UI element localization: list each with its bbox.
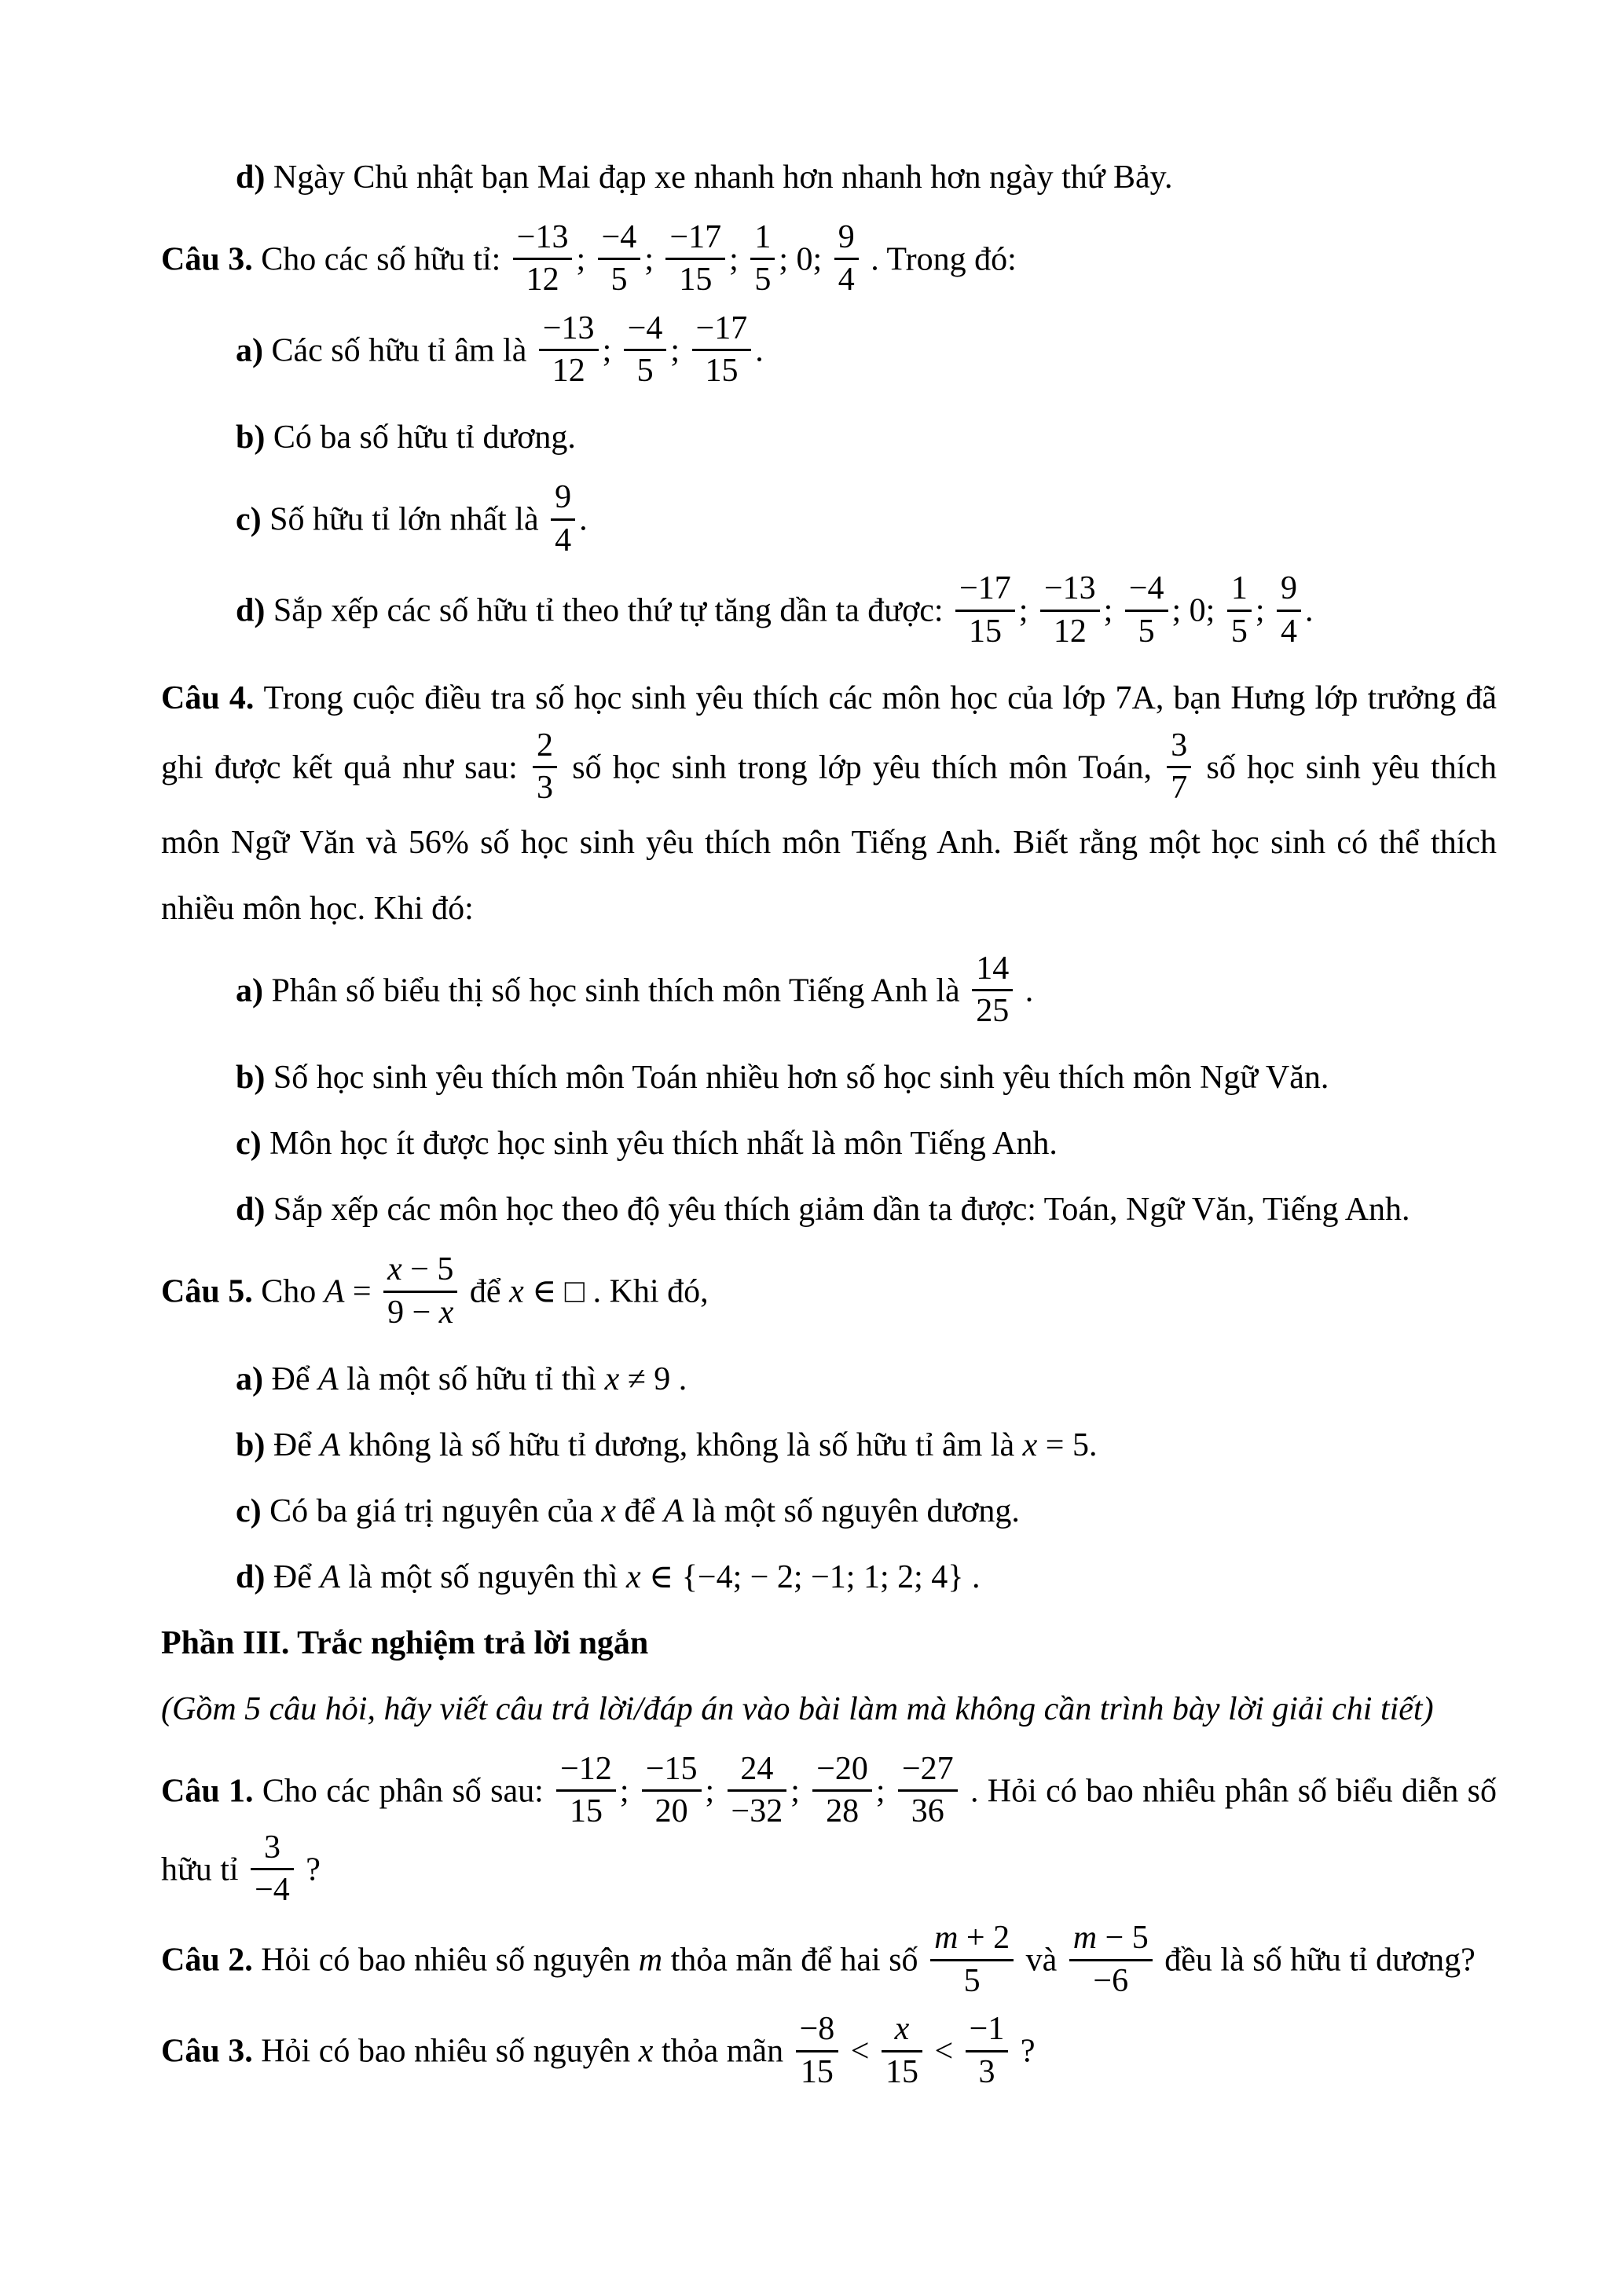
text-run: A [663,1493,684,1530]
text-run: x [601,1493,617,1530]
text-run: d) [236,1559,273,1596]
fraction [692,311,752,390]
fraction-numerator [955,571,1015,611]
fraction-denominator [556,1792,616,1829]
fraction-numerator [665,220,725,260]
text-run: −12 [560,1751,612,1788]
fraction-denominator [642,1792,702,1829]
text-run: m [1072,1920,1098,1957]
text-run: x [509,1273,524,1310]
fraction [551,480,575,558]
fraction-numerator [796,2012,839,2052]
text-run: A [320,1559,340,1596]
fraction [539,311,599,390]
text-run: b) [236,1427,273,1464]
text-run: a) [236,972,272,1009]
phan3-question-cau-3 [161,2011,1497,2093]
text-run: 15 [968,613,1002,650]
fraction-numerator [972,951,1013,991]
fraction [1040,571,1100,650]
text-run: −17 [669,219,722,255]
text-run: x [1022,1427,1038,1464]
text-run: ; [576,241,594,278]
text-run: ; 0; [1171,592,1223,629]
text-run: −20 [816,1751,868,1788]
text-run: 9 [1281,570,1298,607]
cau3-item-d [161,570,1497,653]
text-run: 9 [838,219,855,255]
fraction-denominator [882,2052,922,2090]
text-run: x [604,1361,620,1398]
text-run: 3 [537,770,554,807]
cau3-item-b [161,405,1497,471]
fraction [383,1252,457,1331]
text-run: (Gồm 5 câu hỏi, hãy viết câu trả lời/đáp án vào bài làm mà không cần trình bày lời giải chi tiết) [161,1691,1434,1728]
text-run: x [387,1251,402,1288]
fraction-denominator [796,2052,839,2090]
fraction-denominator [533,768,557,806]
fraction-denominator [665,260,725,298]
fraction-numerator [966,2012,1009,2052]
fraction-numerator [1167,728,1191,768]
text-run: Hỏi có bao nhiêu số nguyên [261,1942,639,1979]
fraction-denominator [955,612,1015,650]
text-run: ; [1018,592,1036,629]
text-run: 28 [826,1793,860,1830]
fraction [665,220,725,298]
text-run: = 5. [1037,1427,1098,1464]
fraction [796,2012,839,2090]
text-run: A [320,1427,340,1464]
text-run: Môn học ít được học sinh yêu thích nhất là môn Tiếng Anh. [269,1126,1058,1163]
fraction [930,1921,1014,1999]
text-run: − 5 [401,1251,454,1288]
fraction-denominator [812,1792,872,1829]
text-run: < [926,2033,962,2070]
fraction-numerator [383,1252,457,1292]
cau4-item-b [161,1045,1497,1111]
fraction-numerator [750,220,775,260]
text-run: 12 [526,262,559,298]
text-run: a) [236,1361,272,1398]
text-run: ; [1255,592,1274,629]
text-run: là một số hữu tỉ thì [338,1361,605,1398]
fraction-denominator [966,2052,1009,2090]
item-d-previous-question [161,145,1497,211]
fraction-denominator [1277,612,1301,650]
text-run: và [1017,1942,1065,1979]
text-run: ? [297,1851,321,1888]
text-run: 25 [976,992,1010,1029]
text-run: −1 [969,2011,1005,2048]
text-run: số học sinh yêu thích môn Ngữ Văn và 56% số học sinh yêu thích môn Tiếng Anh. Biết rằng một học sinh có thể thích nhiều môn học. Khi đó: [161,749,1498,927]
fraction-denominator [624,351,667,389]
text-run: −4 [255,1872,290,1909]
fraction-denominator [1040,612,1100,650]
fraction [972,951,1013,1030]
text-run: 5 [754,262,772,298]
text-run: ; [790,1773,809,1810]
text-run: b) [236,1060,273,1097]
text-run: 9 [555,479,572,516]
text-run: 1 [754,219,772,255]
text-run: −13 [1043,570,1096,607]
text-run: − 5 [1097,1920,1149,1957]
text-run: 20 [654,1793,688,1830]
fraction-denominator [834,260,859,298]
fraction-denominator [251,1870,294,1908]
fraction-numerator [728,1752,787,1792]
text-run: Để [271,1361,318,1398]
fraction [834,220,859,298]
fraction-denominator [1227,612,1252,650]
fraction-numerator [898,1752,958,1792]
text-run: + 2 [958,1920,1010,1957]
text-run: Có ba giá trị nguyên của [269,1493,602,1530]
fraction-denominator [1167,768,1191,806]
text-run: Câu 3. [161,2033,262,2070]
fraction-numerator [551,480,575,520]
fraction [251,1830,294,1909]
fraction-denominator [383,1293,457,1331]
text-run: c) [236,1126,270,1163]
text-run: d) [236,592,273,629]
text-run: 1 [1230,570,1248,607]
text-run: ; [729,241,747,278]
text-run: Cho các số hữu tỉ: [261,241,509,278]
text-run: 5 [1230,613,1248,650]
fraction-numerator [1125,571,1168,611]
text-run: 24 [740,1751,774,1788]
question-cau-5 [161,1251,1497,1334]
text-run: Phân số biểu thị số học sinh thích môn Tiếng Anh là [271,972,969,1009]
cau5-item-d [161,1544,1497,1610]
fraction-numerator [624,311,667,351]
text-run: a) [236,332,272,369]
text-run: thỏa mãn [653,2033,792,2070]
text-run: ; [705,1773,724,1810]
fraction-numerator [882,2012,922,2052]
text-run: 9 − [387,1294,439,1331]
text-run: 15 [800,2053,834,2090]
text-run: ; [670,332,688,369]
text-run: 7 [1171,770,1188,807]
text-run: . [579,501,588,538]
text-run: 12 [1053,613,1087,650]
fraction-numerator [692,311,752,351]
text-run: x [894,2011,910,2048]
text-run: Số hữu tỉ lớn nhất là [269,501,548,538]
fraction-numerator [251,1830,294,1870]
text-run: Số học sinh yêu thích môn Toán nhiều hơn số học sinh yêu thích môn Ngữ Văn. [273,1060,1329,1097]
text-run: A [324,1273,345,1310]
text-run: x [625,1559,641,1596]
text-run: −27 [901,1751,954,1788]
fraction [1069,1921,1153,1999]
text-run: d) [236,1192,273,1229]
text-run: Để [273,1427,321,1464]
text-run: −4 [627,309,663,346]
question-cau-4 [161,665,1497,942]
text-run: 15 [569,1793,603,1830]
text-run: ; [602,332,620,369]
fraction [533,728,557,807]
fraction-denominator [1125,612,1168,650]
text-run: 14 [976,950,1010,987]
fraction-denominator [750,260,775,298]
text-run: . [755,332,764,369]
fraction [728,1752,787,1830]
fraction [598,220,641,298]
question-cau-3 [161,219,1497,302]
text-run: −8 [799,2011,835,2048]
cau4-item-a [161,950,1497,1033]
text-run: 36 [911,1793,944,1830]
fraction [513,220,573,298]
fraction-numerator [642,1752,702,1792]
fraction-denominator [898,1792,958,1829]
text-run: b) [236,419,273,456]
cau5-item-a [161,1346,1497,1412]
cau3-item-a [161,309,1497,393]
text-run: 5 [963,1962,981,1999]
text-run: −17 [695,309,748,346]
text-run: ∈ □ . Khi đó, [523,1273,709,1310]
fraction-numerator [812,1752,872,1792]
cau4-item-d [161,1177,1497,1243]
cau5-item-b [161,1412,1497,1478]
text-run: 5 [636,353,654,390]
text-run: −17 [959,570,1011,607]
text-run: −13 [542,309,595,346]
text-run: Để [273,1559,321,1596]
text-run: . Trong đó: [862,241,1017,278]
text-run: 5 [610,262,628,298]
text-run: Câu 2. [161,1942,262,1979]
text-run: ? [1012,2033,1036,2070]
fraction [624,311,667,390]
fraction-denominator [551,521,575,558]
fraction [966,2012,1009,2090]
text-run: là một số nguyên thì [340,1559,626,1596]
text-run: −13 [516,219,569,255]
text-run: ; [619,1773,638,1810]
fraction-numerator [1069,1921,1153,1961]
phan3-question-cau-2 [161,1920,1497,2002]
text-run: Trong cuộc điều tra số học sinh yêu thích các môn học của lớp 7A, bạn Hưng lớp trưởng đã ghi được kết quả như sau: [161,679,1497,786]
text-run: . [1017,972,1034,1009]
section-note [161,1676,1497,1742]
text-run: Các số hữu tỉ âm là [271,332,535,369]
text-run: 4 [555,522,572,558]
text-run: Sắp xếp các số hữu tỉ theo thứ tự tăng dần ta được: [273,592,952,629]
fraction [1277,571,1301,650]
text-run: x [638,2033,654,2070]
fraction-numerator [1277,571,1301,611]
fraction [556,1752,616,1830]
fraction [750,220,775,298]
cau5-item-c [161,1478,1497,1544]
fraction-denominator [728,1792,787,1829]
text-run: Câu 3. [161,241,262,278]
text-run: d) [236,159,273,196]
text-run: 15 [705,353,739,390]
fraction-numerator [539,311,599,351]
fraction-denominator [692,351,752,389]
text-run: −4 [601,219,637,255]
text-run: Phần III. Trắc nghiệm trả lời ngắn [161,1625,649,1662]
fraction-numerator [598,220,641,260]
text-run: Cho các phân số sau: [262,1773,553,1810]
fraction-denominator [930,1961,1014,1999]
text-run: ; [1103,592,1121,629]
fraction-numerator [834,220,859,260]
fraction [812,1752,872,1830]
text-run: 15 [885,2053,918,2090]
section-heading-phan-3 [161,1610,1497,1676]
text-run: c) [236,501,270,538]
fraction-denominator [1069,1961,1153,1999]
fraction-numerator [930,1921,1014,1961]
text-run: Câu 4. [161,679,264,716]
fraction [642,1752,702,1830]
fraction [1125,571,1168,650]
fraction [955,571,1015,650]
text-run: A [317,1361,339,1398]
text-run: ; [875,1773,894,1810]
text-run: 2 [537,727,554,764]
text-run: Sắp xếp các môn học theo độ yêu thích giảm dần ta được: Toán, Ngữ Văn, Tiếng Anh. [273,1192,1410,1229]
fraction-numerator [513,220,573,260]
text-run: = [344,1273,380,1310]
fraction-numerator [1227,571,1252,611]
text-run: 4 [1281,613,1298,650]
text-run: −15 [645,1751,698,1788]
text-run: để [616,1493,664,1530]
text-run: ; 0; [779,241,830,278]
fraction-numerator [533,728,557,768]
text-run: 15 [679,262,713,298]
text-run: Ngày Chủ nhật bạn Mai đạp xe nhanh hơn nhanh hơn ngày thứ Bảy. [273,159,1173,196]
text-run: 4 [838,262,855,298]
fraction [898,1752,958,1830]
fraction [1167,728,1191,807]
fraction-numerator [1040,571,1100,611]
text-run: Câu 5. [161,1273,262,1310]
fraction-denominator [513,260,573,298]
text-run: để [461,1273,510,1310]
text-run: < [842,2033,878,2070]
text-run: là một số nguyên dương. [684,1493,1020,1530]
text-run: thỏa mãn để hai số [662,1942,927,1979]
text-run: Câu 1. [161,1773,262,1810]
text-run: m [638,1942,663,1979]
text-run: m [934,1920,959,1957]
text-run: Cho [261,1273,324,1310]
text-run: −6 [1093,1962,1129,1999]
text-run: không là số hữu tỉ dương, không là số hữu tỉ âm là [340,1427,1023,1464]
fraction [1227,571,1252,650]
text-run: ; [644,241,662,278]
text-run: 3 [1171,727,1188,764]
fraction-denominator [598,260,641,298]
text-run: Hỏi có bao nhiêu số nguyên [261,2033,639,2070]
text-run: số học sinh trong lớp yêu thích môn Toán, [561,749,1164,786]
text-run: . Hỏi có bao nhiêu phân số biểu diễn số hữu tỉ [161,1773,1498,1888]
text-run: . [1305,592,1314,629]
text-run: c) [236,1493,270,1530]
text-run: 5 [1138,613,1155,650]
cau4-item-c [161,1111,1497,1177]
text-run: 3 [978,2053,995,2090]
text-run: 12 [552,353,585,390]
fraction-denominator [972,991,1013,1029]
fraction-denominator [539,351,599,389]
phan3-question-cau-1 [161,1751,1498,1911]
text-run: ∈ {−4; − 2; −1; 1; 2; 4} . [640,1559,981,1596]
cau3-item-c [161,479,1497,562]
text-run: x [438,1294,454,1331]
text-run: ≠ 9 . [619,1361,687,1398]
fraction-numerator [556,1752,616,1792]
text-run: −32 [731,1793,783,1830]
text-run: Có ba số hữu tỉ dương. [273,419,576,456]
fraction [882,2012,922,2090]
text-run: 3 [263,1829,280,1866]
text-run: −4 [1128,570,1164,607]
text-run: đều là số hữu tỉ dương? [1156,1942,1476,1979]
